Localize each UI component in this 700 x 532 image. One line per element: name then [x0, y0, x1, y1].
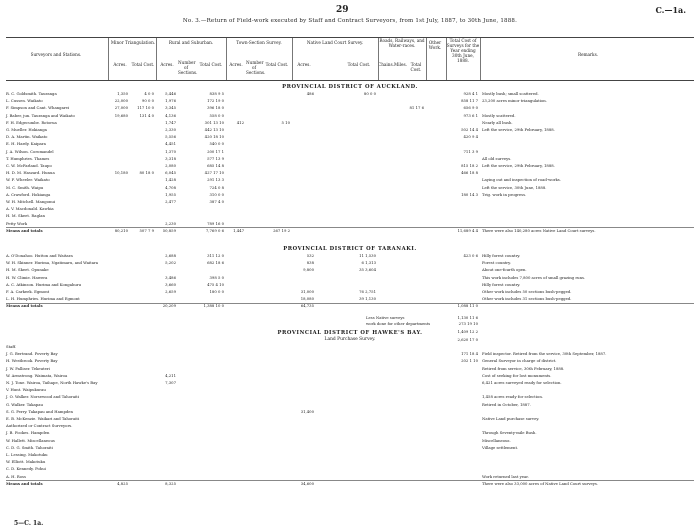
cell-a2: 1,370 [165, 148, 176, 154]
cell-a2: 1,747 [165, 119, 176, 125]
surveyor-name: J. O. Walker. Norsewood and Tahoraiti [6, 394, 80, 400]
table-row [6, 156, 694, 162]
cell-c2: 200 17 1 [207, 148, 224, 154]
cell-a2: 3,486 [165, 274, 176, 280]
cell-a2: 3,345 [165, 105, 176, 111]
table-row [6, 438, 694, 444]
col-remarks: Remarks. [577, 52, 599, 57]
cell-t: 711 3 9 [463, 148, 478, 154]
sub-cost: Total Cost. [265, 62, 289, 67]
cell-a2: 5,446 [165, 91, 176, 96]
sub-cost: Total Cost. [199, 62, 223, 67]
col-total: Total Cost of Surveys for the Year ending 30th June, 1888. [446, 38, 480, 63]
surveyor-name: J. G. Bertrand. Poverty Bay [6, 351, 58, 357]
cell-c2: 724 0 8 [209, 184, 224, 190]
cell-c2: 1,388 10 0 [203, 303, 224, 309]
table-row [6, 452, 694, 458]
cell-c2: 387 4 0 [209, 199, 224, 204]
cell-a4: 64,735 [300, 303, 314, 309]
cell-a1: 80,210 [114, 227, 128, 233]
col-surveyors: Surveyors and Stations. [30, 52, 82, 57]
remarks-cell: Other work includes 31 sections bush-pegged. [482, 296, 572, 302]
cell-c4: 11 1,530 [359, 253, 376, 258]
cell-a2: 1,428 [165, 177, 176, 183]
summary-value: 273 19 10 [458, 320, 478, 326]
cell-t: 973 6 1 [463, 112, 478, 118]
remarks-cell: Work returned last year. [482, 473, 529, 479]
cell-c3: 267 19 2 [273, 227, 290, 233]
cell-c1: 507 7 9 [139, 227, 154, 233]
cell-c2: 789 16 0 [207, 220, 224, 226]
table-row [6, 416, 694, 422]
remarks-cell: Cost of seeking for lost monuments. [482, 372, 552, 378]
surveyor-name: W. F. Wheeler. Waikato [6, 177, 50, 183]
remarks-cell: Through Seventy-mile Bush. [482, 430, 537, 436]
table-row [6, 344, 694, 350]
cell-r: 81 17 6 [409, 105, 424, 111]
table-row [6, 192, 694, 198]
totals-row [6, 228, 694, 234]
surveyor-name: A. H. Ross [6, 473, 26, 479]
sub-chains: Chains. [378, 62, 394, 67]
cell-t: 423 0 6 [463, 253, 478, 258]
col-native: Native Land Court Survey. [306, 40, 364, 45]
divider [480, 38, 481, 80]
surveyor-name: D. A. Martin. Waikato [6, 134, 48, 140]
surveyor-name: F. Simpson and Cant. Whangarei [6, 105, 70, 111]
cell-c1: 90 0 0 [141, 98, 154, 104]
table-row [6, 430, 694, 436]
cell-a1: 4,825 [117, 480, 128, 486]
sub-acres: Acres. [229, 62, 243, 67]
surveyor-name: N. J. Tone. Wairoa, Taihape, North Hawke's Bay [6, 380, 98, 385]
cell-a2: 4,211 [165, 372, 176, 378]
cell-a2: 4,451 [165, 141, 176, 147]
table-row [6, 275, 694, 281]
cell-c2: 310 0 0 [209, 191, 224, 197]
cell-c2: 172 19 0 [207, 98, 224, 104]
table-row [6, 474, 694, 480]
cell-a4: 18,080 [300, 296, 314, 302]
cell-a4: 9,800 [303, 267, 314, 273]
cell-t: 858 11 7 [461, 98, 478, 104]
sub-cost: Total Cost. [347, 62, 371, 67]
cell-t: 11,689 4 4 [457, 227, 478, 233]
surveyor-name: F. H. Edgecumbe. Rotorua [6, 119, 57, 125]
section-subtitle: Land Purchase Survey. [324, 337, 376, 342]
cell-a2: 2,688 [165, 253, 176, 258]
cell-c2: 442 13 10 [204, 127, 224, 132]
table-row [6, 366, 694, 372]
sub-miles: Miles. [394, 62, 407, 67]
cell-c2: 685 14 8 [207, 163, 224, 168]
remarks-cell: Forest country. [482, 260, 511, 266]
sub-acres: Acres. [113, 62, 127, 67]
table-row [6, 445, 694, 451]
remarks-cell: Laying out and inspection of road-works. [482, 177, 561, 183]
surveyor-name: S. G. Perry. Takapau and Hampden [6, 408, 73, 414]
cell-a2: 8,325 [165, 480, 176, 486]
surveyor-name: G. Walker. Takapau [6, 401, 43, 407]
sub-cost: Total Cost. [131, 62, 155, 67]
table-row [6, 105, 694, 111]
table-row [6, 351, 694, 357]
table-row [6, 127, 694, 133]
cell-c4: 35 3,604 [359, 267, 376, 273]
remarks-cell: Trig. work in progress. [482, 191, 527, 197]
cell-a3: 1,447 [233, 227, 244, 233]
cell-a4: 838 [306, 260, 314, 266]
surveyor-name: L. Cussen. Waikato [6, 98, 43, 104]
cell-c2: 7,769 0 6 [205, 227, 224, 233]
sub-cost: Total Cost. [410, 62, 422, 72]
page-footer: 5—C. 1a. [14, 520, 44, 527]
surveyor-name: Staff. [6, 344, 17, 349]
table-row [6, 423, 694, 429]
cell-t: 171 18 4 [461, 351, 478, 357]
surveyor-name: A. C. Atkinson. Hurima and Kongahuru [6, 281, 82, 287]
surveyor-name: H. M. Skeet. Opunake [6, 267, 49, 273]
cell-a2: 3,318 [165, 155, 176, 161]
cell-c2: 398 5 0 [209, 274, 224, 280]
table-row [6, 98, 694, 104]
cell-t: 466 18 8 [461, 170, 478, 176]
cell-a2: 20,209 [162, 303, 176, 309]
section-title: PROVINCIAL DISTRICT OF HAWKE'S BAY. [277, 330, 423, 336]
table-row [6, 199, 694, 205]
table-row [6, 267, 694, 273]
surveyor-name: T. Humphries. Thames [6, 155, 50, 161]
remarks-cell: Nearly all bush. [482, 119, 513, 125]
document-reference: C.—1a. [655, 5, 686, 15]
remarks-cell: This work includes 7,800 acres of small grazing runs. [482, 274, 586, 280]
cell-a2: 5,202 [165, 260, 176, 266]
surveyor-name: V. Hunt. Waipukurau [6, 387, 46, 393]
col-minor: Minor Triangulation. [110, 40, 156, 45]
remarks-cell: Miscellaneous. [482, 437, 511, 443]
table-row [6, 113, 694, 119]
divider [226, 38, 227, 80]
cell-t: 502 14 4 [461, 127, 478, 132]
cell-c1: 117 10 0 [137, 105, 154, 111]
surveyor-name: Petty Work [6, 220, 28, 226]
table-row [6, 91, 694, 97]
remarks-cell: Retired from service, 30th February, 1888. [482, 365, 565, 371]
summary-value: 1,409 12 2 [457, 328, 478, 334]
cell-c2: 682 18 6 [207, 260, 224, 266]
remarks-cell: Village settlement. [482, 444, 519, 450]
surveyor-name: H. W. Climie. Hawera [6, 274, 48, 280]
summary-row [6, 321, 694, 327]
cell-c3: 5 10 [281, 119, 290, 125]
totals-row [6, 303, 694, 309]
surveyor-name: H. M. Skeet. Raglan [6, 213, 45, 219]
sub-sections: Number of Sections. [178, 60, 198, 75]
cell-a2: 1,976 [165, 98, 176, 104]
col-roads: Roads, Railways, and Water-races. [379, 38, 425, 48]
cell-c2: 396 18 0 [207, 105, 224, 111]
cell-c2: 420 18 10 [204, 134, 224, 140]
table-row [6, 253, 694, 259]
table-row [6, 296, 694, 302]
divider [156, 38, 157, 80]
cell-a1: 22,000 [114, 98, 128, 104]
cell-a4: 532 [306, 253, 314, 258]
surveyor-name: J. W. Palliser. Tekeuteri [6, 365, 50, 371]
surveyor-name: H. D. M. Haszard. Hunua [6, 170, 55, 176]
surveyor-name: A. Crawford. Hokianga [6, 191, 51, 197]
table-row [6, 149, 694, 155]
surveyor-name: A. V. Macdonald. Kawhia [6, 206, 54, 212]
table-row [6, 213, 694, 219]
cell-a1: 10,180 [114, 170, 128, 176]
remarks-cell: Retired in October, 1887. [482, 401, 531, 407]
cell-a4: 31,400 [300, 408, 314, 414]
surveyor-name: L. H. Humphries. Hurima and Egmont [6, 296, 80, 302]
divider [108, 38, 109, 80]
table-row [6, 394, 694, 400]
surveyor-name: C. D. Kennedy. Pohui [6, 466, 46, 472]
totals-row [6, 481, 694, 487]
table-row [6, 380, 694, 386]
remarks-cell: There were also 33,000 acres of Native Land Court surveys. [482, 480, 599, 486]
table-row [6, 282, 694, 288]
remarks-cell: Native Land purchase survey. [482, 416, 540, 421]
cell-c4: 39 1,130 [359, 296, 376, 302]
surveyor-name: W. H. Skinner. Hurima, Ngatimaru, and Waitara [6, 260, 99, 266]
table-row [6, 358, 694, 364]
surveyor-name: Authorized or Contract Surveyors. [6, 423, 73, 429]
surveyor-name: J. B. Fookes. Hampden [6, 430, 50, 436]
cell-c2: 291 13 3 [207, 177, 224, 183]
cell-a2: 50,859 [162, 227, 176, 233]
sub-sections: Number of Sections. [246, 60, 266, 75]
cell-c1: 131 4 0 [139, 112, 154, 118]
divider [378, 38, 379, 80]
remarks-cell: 23,200 acres minor triangulation. [482, 98, 547, 104]
remarks-cell: 1,458 acres ready for selection. [482, 394, 543, 400]
remarks-cell: Left the service, 29th February, 1888. [482, 163, 555, 168]
table-row [6, 466, 694, 472]
table-row [6, 260, 694, 266]
surveyor-name: W. Armstrong. Waimata, Wairoa [6, 372, 68, 378]
surveyor-name: L. Lessing. Makotuku [6, 452, 48, 457]
summary-value: 1,130 11 6 [457, 314, 478, 320]
surveyor-name: E. H. Hardy. Kaipara [6, 141, 46, 147]
cell-a2: 4,708 [165, 184, 176, 190]
table-row [6, 387, 694, 393]
table-header [6, 37, 694, 81]
col-town: Town-Section Survey. [236, 40, 282, 45]
table-row [6, 185, 694, 191]
table-row [6, 177, 694, 183]
cell-a2: 5,556 [165, 134, 176, 140]
cell-c2: 180 0 0 [209, 289, 224, 294]
surveyor-name: H. Westbrook. Poverty Bay [6, 358, 58, 364]
surveyor-name: W. H. Mitchell. Mangonui [6, 199, 56, 204]
cell-t: 928 4 1 [463, 91, 478, 96]
cell-c4: 6 1,313 [361, 260, 376, 266]
cell-t: 656 9 0 [463, 105, 478, 111]
cell-t: 815 18 2 [461, 163, 478, 168]
summary-label: Less Native surveys [366, 314, 405, 320]
table-row [6, 141, 694, 147]
section-title: PROVINCIAL DISTRICT OF AUCKLAND. [282, 84, 418, 90]
cell-a2: 2,477 [165, 199, 176, 204]
remarks-cell: Other work includes 50 sections bush-pegged. [482, 289, 572, 294]
cell-c4: 80 0 0 [363, 91, 376, 96]
divider [292, 38, 293, 80]
cell-a2: 4,136 [165, 112, 176, 118]
sub-acres: Acres. [297, 62, 311, 67]
cell-c2: 427 17 10 [204, 170, 224, 176]
surveyor-name: Means and totals [6, 480, 43, 486]
table-row [6, 409, 694, 415]
cell-c2: 838 9 5 [209, 91, 224, 96]
table-row [6, 373, 694, 379]
table-row [6, 206, 694, 212]
cell-c2: 577 13 9 [207, 155, 224, 161]
surveyor-name: G. Mueller. Hokianga [6, 127, 47, 132]
surveyor-name: J. Baber, jun. Tauranga and Waikato [6, 112, 75, 118]
cell-c1: 4 0 0 [144, 91, 154, 96]
cell-a2: 6,045 [165, 170, 176, 176]
page-number: 29 [336, 5, 349, 15]
remarks-cell: 6,421 acres surveyed ready for selection. [482, 380, 562, 385]
surveyor-name: W. Elliott. Makotuku [6, 459, 46, 465]
cell-c1: 80 18 0 [139, 170, 154, 176]
surveyor-name: R. C. Goldsmith. Tauranga [6, 91, 57, 96]
remarks-cell: About one-fourth open. [482, 267, 527, 273]
remarks-cell: Hilly forest country. [482, 253, 521, 258]
cell-a1: 1,350 [117, 91, 128, 96]
remarks-cell: General Surveyor in charge of district. [482, 358, 557, 364]
cell-c2: 540 0 0 [209, 141, 224, 147]
return-title: No. 3.—Return of Field-work executed by Staff and Contract Surveyors, from 1st July, 1887, to 30th June, 1888. [182, 18, 518, 24]
summary-value: 2,620 17 0 [457, 336, 478, 342]
surveyor-name: Means and totals [6, 227, 43, 233]
surveyor-name: Means and totals [6, 303, 43, 309]
col-other: Other Work. [428, 40, 442, 50]
remarks-cell: Mostly bush; small scattered. [482, 91, 539, 96]
remarks-cell: Hilly forest country. [482, 281, 521, 287]
cell-a2: 3,660 [165, 281, 176, 287]
cell-a2: 2,080 [165, 163, 176, 168]
cell-t: 420 9 4 [463, 134, 478, 140]
cell-a2: 2,230 [165, 220, 176, 226]
cell-c2: 475 4 10 [207, 281, 224, 287]
cell-c2: 558 0 0 [209, 112, 224, 118]
surveyor-name: C. D. G. Smith. Tahoraiti [6, 444, 53, 450]
remarks-cell: Field inspector. Retired from the service, 30th September, 1887. [482, 351, 607, 357]
summary-label: work done for other departments [366, 320, 431, 326]
remarks-cell: Left the service, 30th June, 1888. [482, 184, 547, 190]
cell-t: 1,088 11 0 [457, 303, 478, 309]
cell-c2: 301 13 10 [204, 119, 224, 125]
cell-a1: 19,680 [114, 112, 128, 118]
cell-a4: 34,600 [300, 480, 314, 486]
surveyor-name: W. Hallett. Miscellaneous [6, 437, 55, 443]
remarks-cell: Mostly scattered. [482, 112, 516, 118]
table-row [6, 134, 694, 140]
table-row [6, 170, 694, 176]
cell-t: 202 1 10 [461, 358, 478, 364]
cell-a4: 31,000 [300, 289, 314, 294]
page-header [0, 5, 700, 17]
cell-a1: 27,000 [114, 105, 128, 111]
cell-t: 180 14 3 [461, 191, 478, 197]
table-row [6, 221, 694, 227]
cell-a2: 2,330 [165, 127, 176, 132]
table-row [6, 163, 694, 169]
table-row [6, 402, 694, 408]
table-row [6, 120, 694, 126]
surveyor-name: A. O'Donahoo. Hutton and Waitara [6, 253, 73, 258]
cell-c2: 311 12 0 [207, 253, 224, 258]
table-row [6, 459, 694, 465]
sub-acres: Acres. [160, 62, 174, 67]
surveyor-name: E. B. McKenzie. Waikari and Tahoraiti [6, 416, 80, 421]
surveyor-name: J. A. Wilson. Coromandel [6, 148, 54, 154]
surveyor-name: M. C. Smith. Waipu [6, 184, 44, 190]
remarks-cell: All old surveys. [482, 155, 512, 161]
table-row [6, 289, 694, 295]
col-rural: Rural and Suburban. [168, 40, 214, 45]
cell-a2: 2,659 [165, 289, 176, 294]
section-title: PROVINCIAL DISTRICT OF TARANAKI. [283, 246, 417, 252]
cell-c4: 76 2,751 [359, 289, 376, 294]
cell-a2: 1,955 [165, 191, 176, 197]
remarks-cell: Left the service, 29th February, 1888. [482, 127, 555, 132]
surveyor-name: F. A. Carkeek. Egmont [6, 289, 50, 294]
remarks-cell: There were also 140,280 acres Native Land Court surveys. [482, 227, 596, 233]
cell-a3: 412 [236, 119, 244, 125]
divider [426, 38, 427, 80]
cell-a2: 7,307 [165, 380, 176, 385]
surveyor-name: C. W. McFarland. Taupo [6, 163, 52, 168]
cell-a4: 486 [306, 91, 314, 96]
divider [446, 38, 447, 80]
